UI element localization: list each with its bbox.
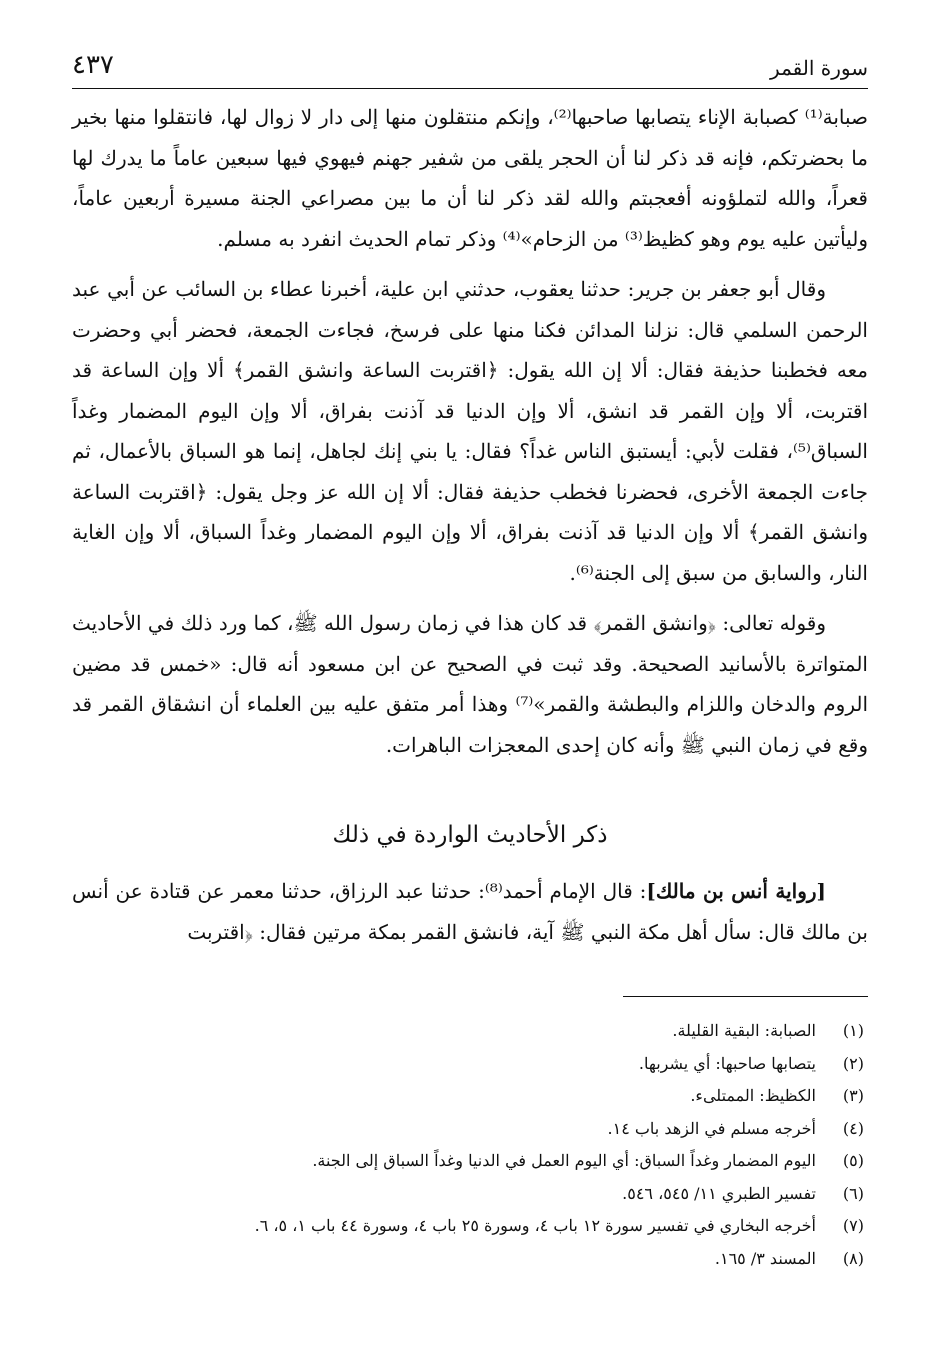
paragraph-2: وقال أبو جعفر بن جرير: حدثنا يعقوب، حدثني ابن علية، أخبرنا عطاء بن السائب عن أبي عبد الرحمن السلمي قال: نزلنا المدائن فكنا منها على فرسخ، فجاءت الجمعة، فحضر أبي وحضرت معه فخطبنا حذيفة فقال: ألا إن الله يقول: ﴿اقتربت الساعة وانشق القمر﴾ ألا وإن الساعة قد اقتربت، ألا وإن القمر قد انشق، ألا وإن الدنيا قد آذنت بفراق، ألا وإن اليوم المضمار وغداً السباق⁽⁵⁾، فقلت لأبي: أيستبق الناس غداً؟ فقال: يا بني إنك لجاهل، إنما هو السباق بالأعمال، ثم جاءت الجمعة الأخرى، فحضرنا فخطب حذيفة فقال: ألا إن الله عز وجل يقول: ﴿اقتربت الساعة وانشق القمر﴾ ألا وإن الدنيا قد آذنت بفراق، ألا وإن اليوم المضمار وغداً السباق، ألا وإن الغاية النار، والسابق من سبق إلى الجنة⁽⁶⁾.: [72, 277, 869, 585]
footnote: [72, 1113, 868, 1146]
footnote: [72, 1243, 868, 1276]
footnote-number: (٥): [842, 1151, 864, 1170]
footnote-number: (٢): [842, 1053, 864, 1073]
footnote-text: اليوم المضمار وغداً السباق: أي اليوم العمل في الدنيا وغداً السباق إلى الجنة.: [312, 1151, 816, 1170]
main-text: [72, 97, 868, 952]
footnote-number: (٣): [842, 1086, 864, 1105]
footnote-divider: [623, 996, 868, 997]
paragraph-1: صبابة⁽¹⁾ كصبابة الإناء يتصابها صاحبها⁽²⁾، وإنكم منتقلون منها إلى دار لا زوال لها، فانتقلوا منها بخير ما بحضرتكم، فإنه قد ذكر لنا أن الحجر يلقى من شفير جهنم فيهوي فيها سبعين عاماً ما يدرك لها قعراً، والله لتملؤونه أفعجبتم والله لقد ذكر لنا أن ما بين مصراعي الجنة مسيرة أربعين عاماً، وليأتين عليه يوم وهو كظيظ⁽³⁾ من الزحام»⁽⁴⁾ وذكر تمام الحديث انفرد به مسلم.: [72, 105, 869, 251]
footnote: [72, 1048, 868, 1081]
footnote: [72, 1145, 868, 1178]
page-number: ٤٣٧: [72, 50, 114, 80]
paragraph-3: وقوله تعالى: ﴿وانشق القمر﴾ قد كان هذا في زمان رسول الله ﷺ، كما ورد ذلك في الأحاديث المتواترة بالأسانيد الصحيحة. وقد ثبت في الصحيح عن ابن مسعود أنه قال: «خمس قد مضين الروم والدخان واللزام والبطشة والقمر»⁽⁷⁾ وهذا أمر متفق عليه بين العلماء أن انشقاق القمر قد وقع في زمان النبي ﷺ وأنه كان إحدى المعجزات الباهرات.: [72, 611, 869, 757]
page-header: [72, 50, 868, 89]
footnote: [72, 1178, 868, 1211]
section-paragraph: [72, 871, 868, 952]
footnotes: [72, 1015, 868, 1275]
footnote-text: أخرجه البخاري في تفسير سورة ١٢ باب ٤، وسورة ٢٥ باب ٤، وسورة ٤٤ باب ١، ٥، ٦.: [254, 1216, 816, 1235]
footnote-number: (١): [842, 1021, 864, 1040]
footnote: [72, 1015, 868, 1048]
book-page: [72, 50, 868, 1275]
footnote-text: تفسير الطبري ١١/ ٥٤٥، ٥٤٦.: [622, 1183, 816, 1203]
narration-text: : قال الإمام أحمد⁽⁸⁾: حدثنا عبد الرزاق، حدثنا معمر عن قتادة عن أنس بن مالك قال: سأل أهل مكة النبي ﷺ آية، فانشق القمر بمكة مرتين فقال: ﴿اقتربت: [72, 879, 868, 944]
footnote: [72, 1080, 868, 1113]
footnote-text: الكظيظ: الممتلىء.: [690, 1086, 816, 1105]
footnote-number: (٧): [842, 1216, 864, 1235]
section-title: ذكر الأحاديث الواردة في ذلك: [332, 822, 608, 848]
surah-name: سورة القمر: [770, 56, 868, 80]
footnote-number: (٦): [842, 1183, 864, 1203]
footnote-number: (٤): [842, 1118, 864, 1138]
footnote-text: أخرجه مسلم في الزهد باب ١٤.: [607, 1118, 816, 1138]
footnote-text: الصبابة: البقية القليلة.: [672, 1021, 816, 1040]
footnote-text: يتصابها صاحبها: أي يشربها.: [638, 1053, 816, 1073]
footnote-number: (٨): [842, 1248, 864, 1268]
narration-lead: [رواية أنس بن مالك]: [646, 879, 826, 903]
footnote: [72, 1210, 868, 1243]
footnote-text: المسند ٣/ ١٦٥.: [714, 1248, 816, 1268]
